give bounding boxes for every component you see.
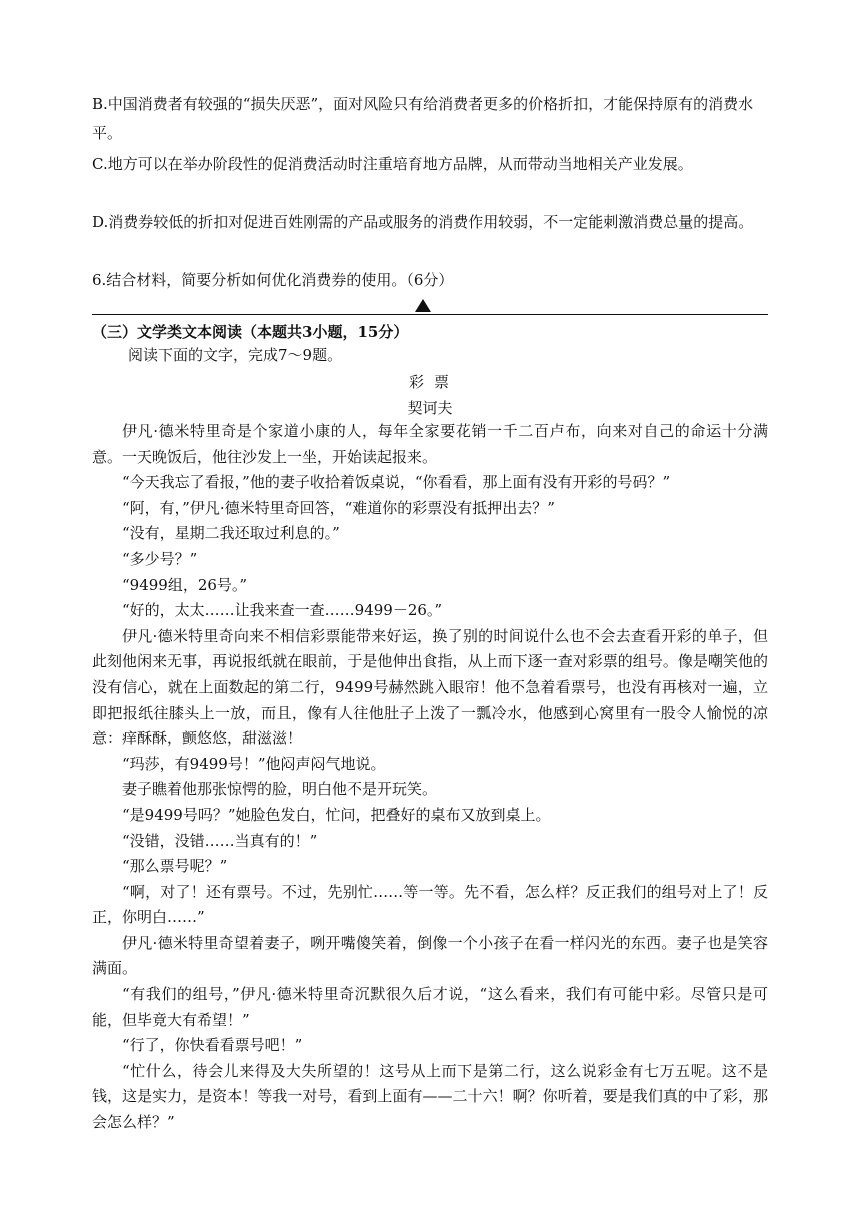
section-divider: [92, 314, 768, 315]
story-paragraph: “阿，有，”伊凡·德米特里奇回答，“难道你的彩票没有抵押出去？”: [122, 498, 555, 517]
option-d: D.消费券较低的折扣对促进百姓刚需的产品或服务的消费作用较弱，不一定能刺激消费总量的提高。: [92, 213, 754, 231]
story-paragraph: “啊，对了！还有票号。不过，先别忙……等一等。先不看，怎么样？反正我们的组号对上了！反正，你明白……”: [92, 882, 768, 927]
story-paragraph: “9499组，26号。”: [122, 575, 248, 594]
story-paragraph: “有我们的组号，”伊凡·德米特里奇沉默很久后才说，“这么看来，我们有可能中彩。尽管只是可能，但毕竟大有希望！”: [92, 985, 768, 1029]
story-paragraph: “好的，太太……让我来查一查……9499－26。”: [122, 601, 443, 620]
option-b: B.中国消费者有较强的“损失厌恶”，面对风险只有给消费者更多的价格折扣，才能保持原有的消费水平。: [92, 95, 754, 142]
section-title: （三）文学类文本阅读（本题共3小题，15分）: [92, 323, 409, 341]
story-paragraph: “没错，没错……当真有的！”: [122, 831, 318, 850]
answer-triangle-icon: [415, 299, 431, 312]
option-c: C.地方可以在举办阶段性的促消费活动时注重培育地方品牌，从而带动当地相关产业发展。: [92, 155, 693, 173]
story-body: [92, 419, 768, 1136]
story-title: 彩票: [408, 373, 459, 391]
story-paragraph: 伊凡·德米特里奇向来不相信彩票能带来好运，换了别的时间说什么也不会去查看开彩的单子，但此刻他闲来无事，再说报纸就在眼前，于是他伸出食指，从上而下逐一查对彩票的组号。像是嘲笑他的没有信心，就在上面数起的第二行，9499号赫然跳入眼帘！他不急着看票号，也没有再核对一遍，立即把报纸往膝头上一放，而且，像有人往他肚子上泼了一瓢冷水，他感到心窝里有一股令人愉悦的凉意：痒酥酥，颤悠悠，甜滋滋！: [92, 626, 768, 748]
story-paragraph: “行了，你快看看票号吧！”: [122, 1036, 303, 1055]
story-paragraph: “那么票号呢？”: [122, 857, 228, 876]
story-paragraph: “今天我忘了看报，”他的妻子收拾着饭桌说，“你看看，那上面有没有开彩的号码？”: [122, 473, 671, 492]
story-paragraph: 伊凡·德米特里奇望着妻子，咧开嘴傻笑着，倒像一个小孩子在看一样闪光的东西。妻子也是笑容满面。: [92, 933, 768, 978]
story-paragraph: 妻子瞧着他那张惊愕的脸，明白他不是开玩笑。: [122, 780, 438, 799]
story-paragraph: “忙什么，待会儿来得及大失所望的！这号从上而下是第二行，这么说彩金有七万五呢。这不是钱，这是实力，是资本！等我一对号，看到上面有——二十六！啊？你听着，要是我们真的中了彩，那会怎么样？”: [92, 1061, 768, 1132]
section-instruction: 阅读下面的文字，完成7～9题。: [128, 346, 343, 364]
story-paragraph: “多少号？”: [122, 549, 198, 568]
story-paragraph: “玛莎，有9499号！”他闷声闷气地说。: [122, 754, 386, 773]
question-6: 6.结合材料，简要分析如何优化消费券的使用。（6分）: [92, 271, 454, 289]
story-paragraph: “没有，星期二我还取过利息的。”: [122, 524, 340, 543]
story-author: 契诃夫: [407, 399, 453, 417]
story-paragraph: 伊凡·德米特里奇是个家道小康的人，每年全家要花销一千二百卢布，向来对自己的命运十分满意。一天晚饭后，他往沙发上一坐，开始读起报来。: [92, 422, 768, 466]
story-paragraph: “是9499号吗？”她脸色发白，忙问，把叠好的桌布又放到桌上。: [122, 805, 551, 824]
